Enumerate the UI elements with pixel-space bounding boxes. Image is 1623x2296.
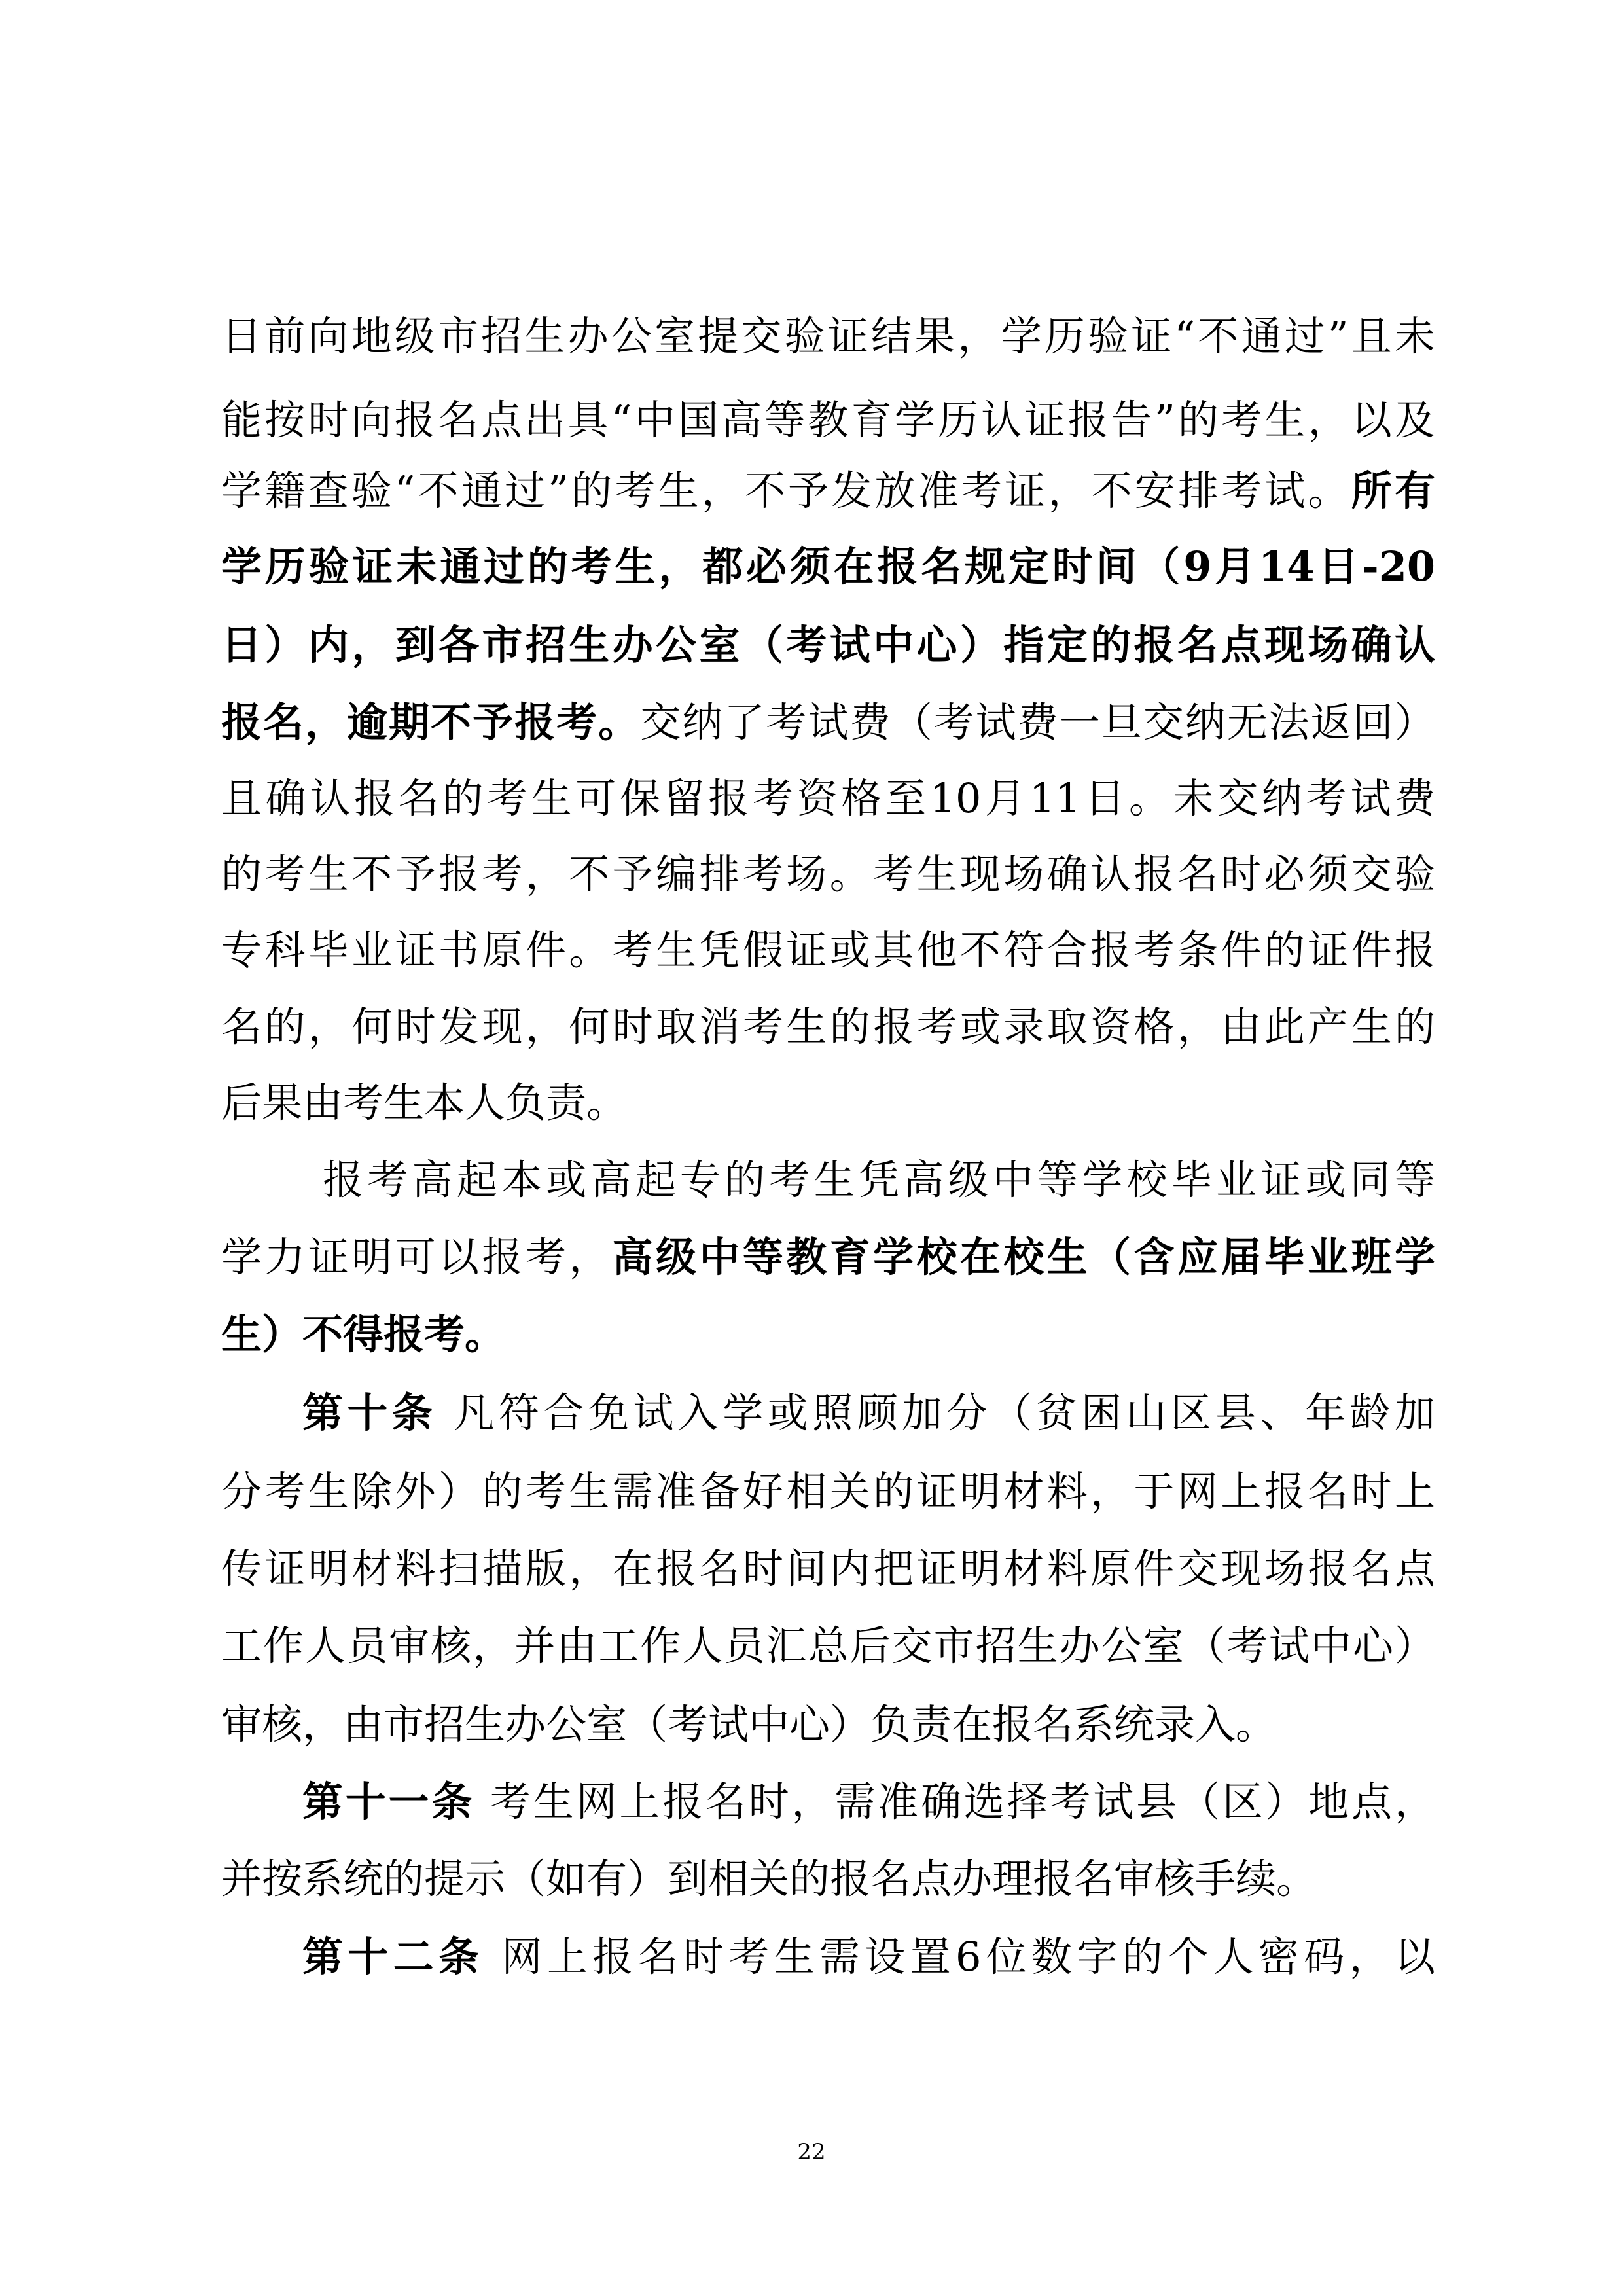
body-line-5	[221, 614, 1435, 677]
text-run: 交纳了考试费（考试费一旦交纳无法返回）	[640, 698, 1435, 746]
body-line-21	[221, 1848, 1435, 1910]
text-run: 分考生除外）的考生需准备好相关的证明材料，于网上报名时上	[221, 1467, 1435, 1515]
body-line-17	[221, 1537, 1435, 1600]
text-run: 后果由考生本人负责。	[221, 1079, 628, 1126]
bold-text-run: 学历验证未通过的考生，都必须在报名规定时间（9月14日-20	[221, 543, 1435, 590]
body-line-10	[221, 996, 1435, 1058]
bold-text-run: 日）内，到各市招生办公室（考试中心）指定的报名点现场确认	[221, 621, 1435, 669]
text-run: 考生网上报名时，需准确选择考试县（区）地点，	[474, 1778, 1435, 1825]
body-line-14	[221, 1303, 1435, 1366]
body-line-9	[221, 919, 1435, 982]
bold-text-run: 报名，逾期不予报考。	[221, 698, 641, 746]
article-label: 第十二条	[302, 1933, 484, 1981]
text-run: 的考生不予报考，不予编排考场。考生现场确认报名时必须交验	[221, 850, 1435, 898]
text-run: 学力证明可以报考，	[221, 1233, 613, 1281]
text-run: 专科毕业证书原件。考生凭假证或其他不符合报考条件的证件报	[221, 926, 1435, 974]
page-number: 22	[797, 2139, 826, 2165]
bold-text-run: 高级中等教育学校在校生（含应届毕业班学	[612, 1233, 1435, 1281]
text-run: 凡符合免试入学或照顾加分（贫困山区县、年龄加	[437, 1389, 1435, 1437]
article-label: 第十条	[302, 1389, 437, 1437]
text-run: 网上报名时考生需设置6位数字的个人密码，以	[484, 1933, 1435, 1981]
bold-text-run: 所有	[1351, 467, 1435, 514]
text-run: 工作人员审核，并由工作人员汇总后交市招生办公室（考试中心）	[221, 1622, 1435, 1670]
text-run: 审核，由市招生办公室（考试中心）负责在报名系统录入。	[221, 1700, 1277, 1748]
body-line-16	[221, 1460, 1435, 1523]
text-run: 传证明材料扫描版，在报名时间内把证明材料原件交现场报名点	[221, 1545, 1435, 1592]
body-line-6	[221, 691, 1435, 754]
text-run: 能按时向报名点出具“中国高等教育学历认证报告”的考生，以及	[221, 396, 1435, 444]
text-run: 名的，何时发现，何时取消考生的报考或录取资格，由此产生的	[221, 1003, 1435, 1050]
text-run: 日前向地级市招生办公室提交验证结果，学历验证“不通过”且未	[221, 312, 1435, 360]
body-line-7	[221, 767, 1435, 830]
article-11-heading-line	[302, 1770, 1435, 1833]
body-line-4	[221, 535, 1435, 598]
body-line-8	[221, 843, 1435, 906]
text-run: 且确认报名的考生可保留报考资格至10月11日。未交纳考试费	[221, 774, 1435, 822]
body-line-2	[221, 389, 1435, 452]
body-line-18	[221, 1615, 1435, 1677]
text-run: 并按系统的提示（如有）到相关的报名点办理报名审核手续。	[221, 1855, 1317, 1903]
body-line-11	[221, 1071, 1435, 1134]
body-line-19	[221, 1693, 1435, 1756]
body-line-3	[221, 459, 1435, 522]
body-line-13	[221, 1226, 1435, 1289]
bold-text-run: 生）不得报考。	[221, 1310, 506, 1358]
article-label: 第十一条	[302, 1778, 475, 1825]
text-run: 报考高起本或高起专的考生凭高级中等学校毕业证或同等	[323, 1156, 1435, 1204]
article-10-heading-line	[302, 1382, 1435, 1444]
article-12-heading-line	[302, 1926, 1435, 1988]
body-line-1	[221, 305, 1435, 368]
text-run: 学籍查验“不通过”的考生，不予发放准考证，不安排考试。	[221, 467, 1351, 514]
body-line-12	[323, 1149, 1435, 1211]
